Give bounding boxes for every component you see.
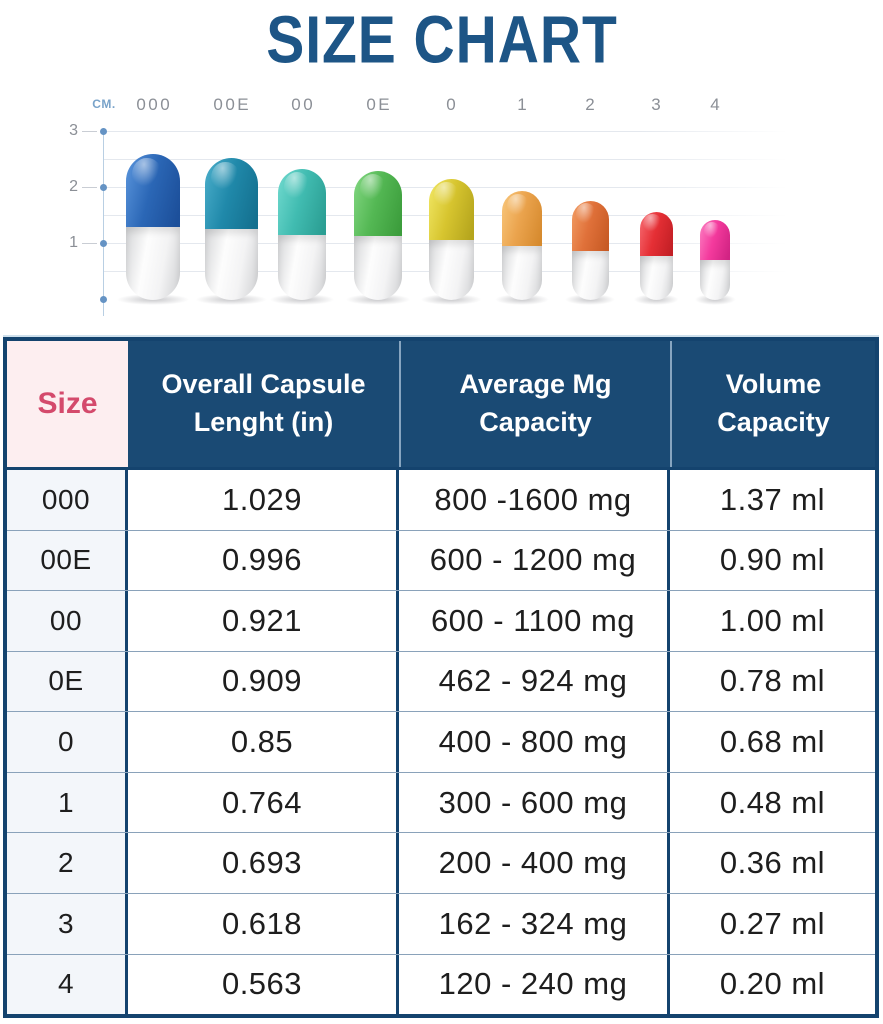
axis-dot-3 bbox=[100, 128, 107, 135]
cell-length: 0.764 bbox=[128, 773, 399, 833]
capsule-body bbox=[502, 246, 542, 301]
cell-size: 00E bbox=[7, 531, 128, 591]
cell-mg-capacity: 600 - 1100 mg bbox=[399, 591, 670, 651]
capsule-cap bbox=[572, 201, 609, 251]
cell-size: 0E bbox=[7, 652, 128, 712]
tick-label-3: 3 bbox=[69, 122, 78, 139]
capsule-0e bbox=[354, 171, 402, 300]
column-header-volume-capacity: Volume Capacity bbox=[670, 341, 875, 467]
axis-dot-1 bbox=[100, 240, 107, 247]
cell-volume-capacity: 1.00 ml bbox=[719, 602, 826, 638]
table-row bbox=[7, 772, 875, 833]
cell-length: 0.996 bbox=[128, 531, 399, 591]
cell-size: 2 bbox=[7, 833, 128, 893]
table-row bbox=[7, 651, 875, 712]
tick-dash-1 bbox=[82, 243, 97, 244]
cell-length: 0.563 bbox=[128, 955, 399, 1015]
cell-length: 0.693 bbox=[128, 833, 399, 893]
capsule-label-00e: 00E bbox=[213, 95, 252, 114]
cell-mg-capacity: 400 - 800 mg bbox=[399, 712, 670, 772]
capsule-label-2: 2 bbox=[585, 95, 598, 114]
capsule-00e bbox=[205, 158, 258, 300]
cell-size: 3 bbox=[7, 894, 128, 954]
capsule-cap bbox=[700, 220, 730, 260]
capsule-label-0e: 0E bbox=[366, 95, 393, 114]
cell-size: 4 bbox=[7, 955, 128, 1015]
cell-mg-capacity: 300 - 600 mg bbox=[399, 773, 670, 833]
capsule-cap bbox=[126, 154, 180, 227]
capsule-cap bbox=[640, 212, 673, 256]
cell-volume-capacity: 0.20 ml bbox=[719, 966, 826, 1002]
capsule-cap bbox=[278, 169, 326, 235]
capsule-cap bbox=[429, 179, 474, 240]
cell-mg-capacity: 600 - 1200 mg bbox=[399, 531, 670, 591]
table-row bbox=[7, 711, 875, 772]
gridline-3cm bbox=[104, 131, 788, 132]
cell-size: 0 bbox=[7, 712, 128, 772]
table-header-row bbox=[7, 341, 875, 470]
capsule-body bbox=[126, 227, 180, 300]
axis-dot-0 bbox=[100, 296, 107, 303]
capsule-body bbox=[354, 236, 402, 301]
cell-size: 000 bbox=[7, 470, 128, 530]
capsule-1 bbox=[502, 191, 542, 300]
capsule-body bbox=[640, 256, 673, 300]
table-row bbox=[7, 590, 875, 651]
tick-label-2: 2 bbox=[69, 178, 78, 195]
capsule-label-00: 00 bbox=[291, 95, 316, 114]
capsule-label-0: 0 bbox=[446, 95, 459, 114]
capsule-cap bbox=[354, 171, 402, 236]
cell-mg-capacity: 162 - 324 mg bbox=[399, 894, 670, 954]
capsule-body bbox=[205, 229, 258, 300]
table-body bbox=[7, 470, 875, 1014]
column-header-mg-capacity: Average Mg Capacity bbox=[399, 341, 670, 467]
capsule-size-chart bbox=[0, 0, 883, 335]
cell-length: 0.921 bbox=[128, 591, 399, 651]
capsule-body bbox=[572, 251, 609, 301]
column-header-length: Overall Capsule Lenght (in) bbox=[128, 341, 399, 467]
cell-length: 0.85 bbox=[128, 712, 399, 772]
cell-volume-capacity: 0.68 ml bbox=[719, 724, 826, 760]
capsule-size-table bbox=[3, 337, 879, 1018]
cell-mg-capacity: 200 - 400 mg bbox=[399, 833, 670, 893]
cell-length: 0.618 bbox=[128, 894, 399, 954]
capsule-label-000: 000 bbox=[136, 95, 173, 114]
cell-mg-capacity: 800 -1600 mg bbox=[399, 470, 670, 530]
tick-dash-3 bbox=[82, 131, 97, 132]
axis-unit-label: CM. bbox=[92, 97, 116, 111]
cell-volume-capacity: 0.48 ml bbox=[719, 784, 826, 820]
capsule-label-4: 4 bbox=[710, 95, 723, 114]
table-row bbox=[7, 893, 875, 954]
capsule-cap bbox=[502, 191, 542, 246]
capsule-4 bbox=[700, 220, 730, 300]
cell-volume-capacity: 0.78 ml bbox=[719, 663, 826, 699]
capsule-2 bbox=[572, 201, 609, 300]
cell-length: 1.029 bbox=[128, 470, 399, 530]
page-title-text: SIZE CHART bbox=[265, 3, 618, 78]
capsule-label-3: 3 bbox=[651, 95, 664, 114]
cell-mg-capacity: 462 - 924 mg bbox=[399, 652, 670, 712]
capsule-body bbox=[429, 240, 474, 301]
capsule-000 bbox=[126, 154, 180, 300]
cell-volume-capacity: 0.90 ml bbox=[719, 542, 826, 578]
table-row bbox=[7, 470, 875, 530]
column-header-size: Size bbox=[7, 341, 128, 467]
axis-dot-2 bbox=[100, 184, 107, 191]
table-row bbox=[7, 832, 875, 893]
capsule-00 bbox=[278, 169, 326, 300]
cell-volume-capacity: 0.27 ml bbox=[719, 905, 826, 941]
cell-mg-capacity: 120 - 240 mg bbox=[399, 955, 670, 1015]
capsule-body bbox=[700, 260, 730, 300]
cell-length: 0.909 bbox=[128, 652, 399, 712]
capsule-0 bbox=[429, 179, 474, 300]
capsule-cap bbox=[205, 158, 258, 229]
capsule-label-1: 1 bbox=[517, 95, 530, 114]
tick-dash-2 bbox=[82, 187, 97, 188]
cell-size: 00 bbox=[7, 591, 128, 651]
capsule-3 bbox=[640, 212, 673, 300]
tick-label-1: 1 bbox=[69, 234, 78, 251]
table-row bbox=[7, 954, 875, 1015]
table-row bbox=[7, 530, 875, 591]
cell-volume-capacity: 1.37 ml bbox=[719, 481, 826, 517]
y-axis-line bbox=[103, 128, 104, 316]
capsule-body bbox=[278, 235, 326, 301]
cell-volume-capacity: 0.36 ml bbox=[719, 845, 826, 881]
cell-size: 1 bbox=[7, 773, 128, 833]
